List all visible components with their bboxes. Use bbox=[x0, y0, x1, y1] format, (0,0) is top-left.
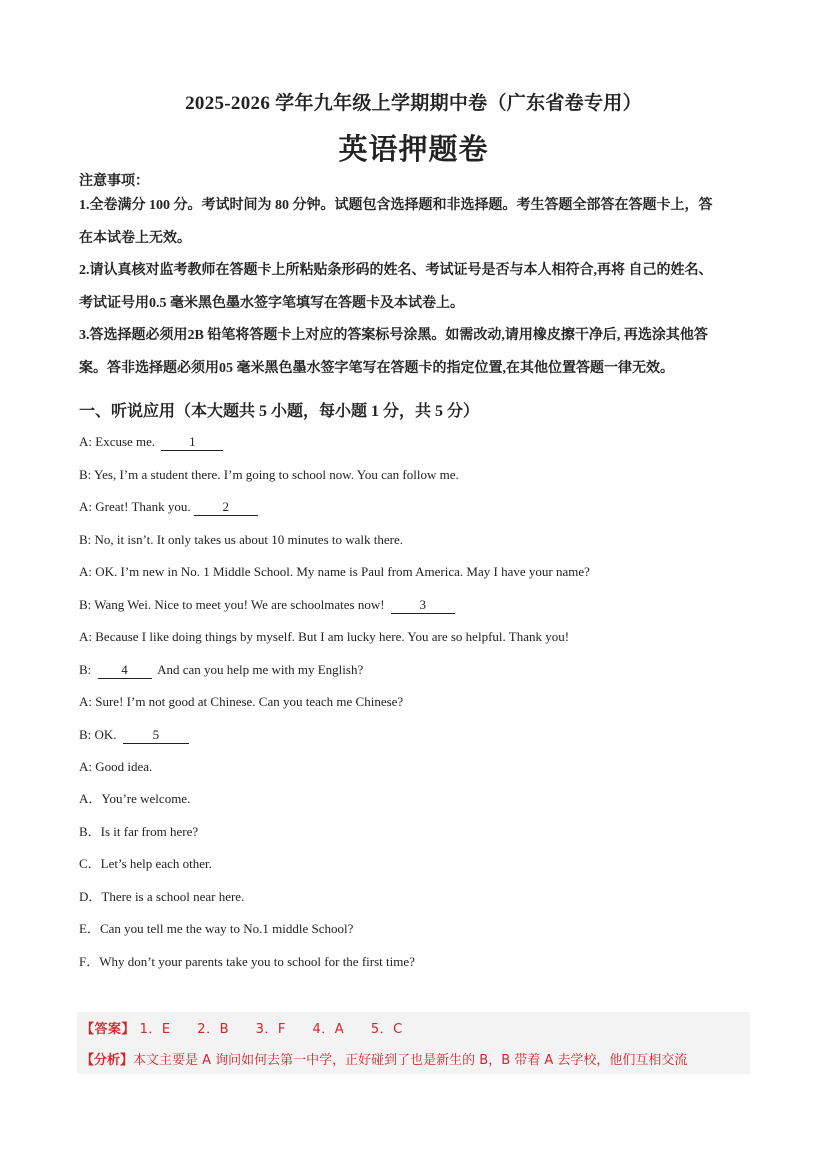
dialog-text: B: Yes, I’m a student there. I’m going to school now. You can follow me. bbox=[79, 466, 459, 482]
option-item: C．Let’s help each other. bbox=[79, 856, 212, 871]
dialog-text: A: Excuse me. bbox=[79, 434, 159, 449]
notes-line: 案。答非选择题必须用05 毫米黑色墨水签字笔写在答题卡的指定位置,在其他位置答题一律无效。 bbox=[79, 360, 674, 376]
answer-item: 5．C bbox=[370, 1022, 403, 1037]
options-list bbox=[79, 789, 759, 984]
notes-heading: 注意事项： bbox=[79, 174, 149, 189]
dialog-line bbox=[79, 562, 759, 595]
notes-section bbox=[79, 172, 749, 391]
dialog-text: B: No, it isn’t. It only takes us about 10 minutes to walk there. bbox=[79, 531, 404, 547]
answer-tag: 【答案】 bbox=[81, 1022, 136, 1037]
dialog-line bbox=[79, 497, 759, 530]
answer-item: 4．A bbox=[312, 1022, 345, 1037]
answer-blank: 5 bbox=[123, 727, 189, 744]
dialog-text: And can you help me with my English? bbox=[154, 661, 364, 677]
exam-subtitle: 英语押题卷 bbox=[338, 134, 489, 166]
answer-box bbox=[77, 1012, 750, 1074]
dialog-line bbox=[79, 432, 759, 465]
answer-blank: 2 bbox=[194, 499, 258, 516]
notes-line: 1.全卷满分 100 分。考试时间为 80 分钟。试题包含选择题和非选择题。考生答题全部答在答题卡上，答 bbox=[79, 198, 713, 213]
option-item: E．Can you tell me the way to No.1 middle School? bbox=[79, 921, 354, 936]
analysis-text: 本文主要是 A 询问如何去第一中学，正好碰到了也是新生的 B，B 带着 A 去学校，他们互相交流 bbox=[133, 1053, 688, 1068]
dialog-text: B: bbox=[79, 661, 95, 677]
dialog-text: A: Great! Thank you. bbox=[79, 499, 191, 514]
dialog-line bbox=[79, 465, 759, 498]
notes-line: 考试证号用0.5 毫米黑色墨水签字笔填写在答题卡及本试卷上。 bbox=[79, 295, 464, 311]
dialog-text: B: OK. bbox=[79, 726, 120, 742]
dialog-text: A: OK. I’m new in No. 1 Middle School. My name is Paul from America. May I have your name? bbox=[79, 564, 590, 579]
dialog bbox=[79, 432, 759, 790]
dialog-line bbox=[79, 757, 759, 790]
notes-line: 2.请认真核对监考教师在答题卡上所粘贴条形码的姓名、考试证号是否与本人相符合,再将 自己的姓名、 bbox=[79, 263, 713, 278]
dialog-text: A: Because I like doing things by myself. But I am lucky here. You are so helpful. Thank you! bbox=[79, 629, 570, 644]
answer-blank: 1 bbox=[161, 434, 223, 451]
section-heading: 一、听说应用（本大题共 5 小题，每小题 1 分，共 5 分） bbox=[79, 403, 480, 420]
dialog-text: B: Wang Wei. Nice to meet you! We are schoolmates now! bbox=[79, 596, 388, 612]
option-item: F．Why don’t your parents take you to school for the first time? bbox=[79, 953, 415, 969]
answer-item: 2．B bbox=[197, 1022, 229, 1037]
option-item: A．You’re welcome. bbox=[79, 791, 191, 806]
answer-item: 3．F bbox=[255, 1022, 286, 1037]
dialog-line bbox=[79, 660, 759, 693]
analysis-tag: 【分析】 bbox=[81, 1053, 134, 1068]
answer-blank: 4 bbox=[98, 662, 152, 679]
option-item: D．There is a school near here. bbox=[79, 888, 245, 904]
notes-line: 3.答选择题必须用2B 铅笔将答题卡上对应的答案标号涂黑。如需改动,请用橡皮擦干净后, 再选涂其他答 bbox=[79, 328, 708, 343]
dialog-line bbox=[79, 692, 759, 725]
analysis-line bbox=[81, 1049, 687, 1068]
answer-blank: 3 bbox=[391, 597, 455, 614]
dialog-line bbox=[79, 595, 759, 628]
option-item: B．Is it far from here? bbox=[79, 823, 199, 839]
answer-line bbox=[81, 1018, 425, 1037]
dialog-text: A: Sure! I’m not good at Chinese. Can you teach me Chinese? bbox=[79, 694, 404, 709]
dialog-line bbox=[79, 627, 759, 660]
answer-item: 1．E bbox=[139, 1022, 171, 1037]
notes-line: 在本试卷上无效。 bbox=[79, 230, 191, 246]
dialog-line bbox=[79, 530, 759, 563]
exam-title: 2025-2026 学年九年级上学期期中卷（广东省卷专用） bbox=[185, 93, 642, 114]
dialog-text: A: Good idea. bbox=[79, 759, 153, 774]
dialog-line bbox=[79, 725, 759, 758]
